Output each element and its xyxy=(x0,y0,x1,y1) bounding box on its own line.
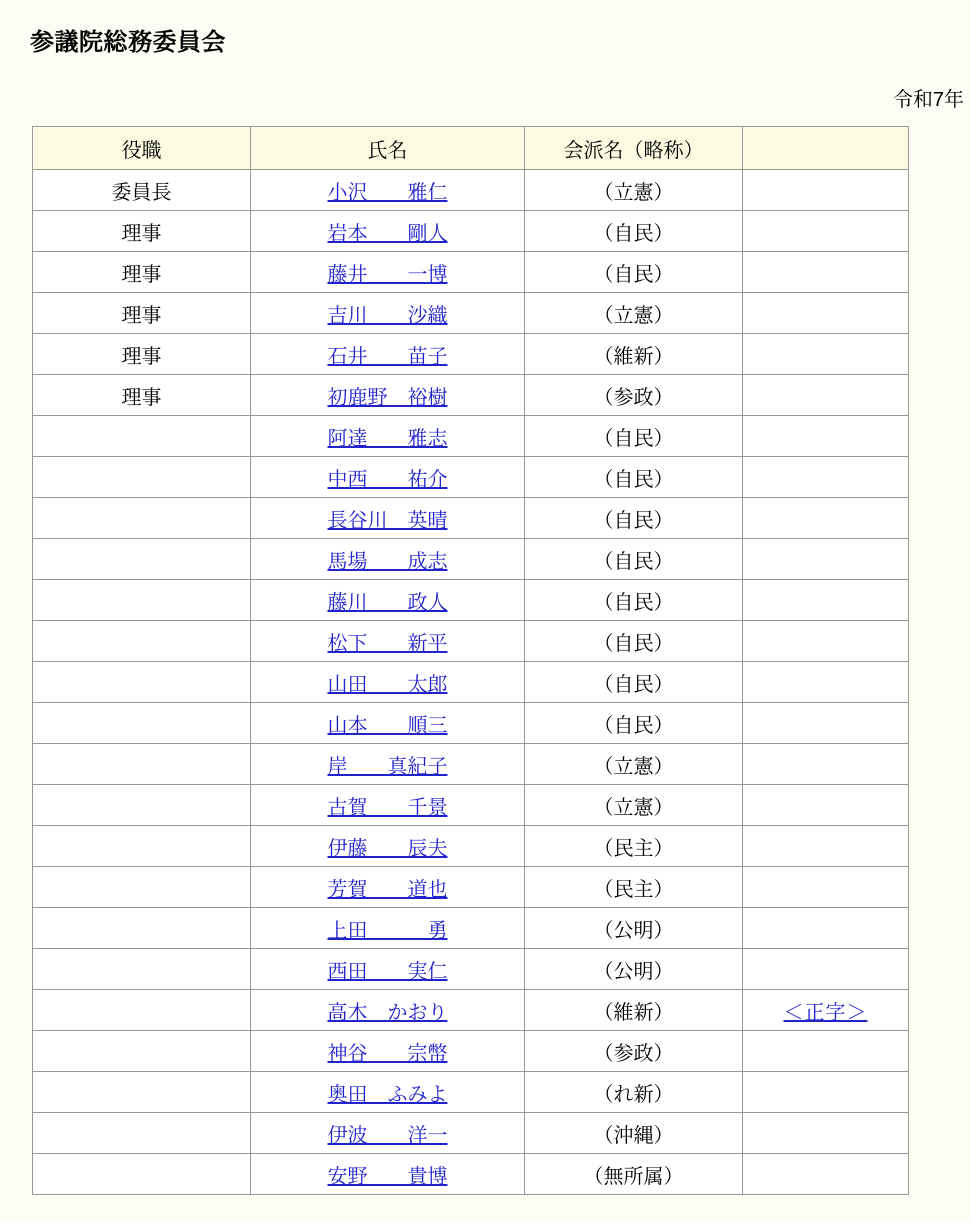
cell-name xyxy=(251,580,525,621)
table-row xyxy=(33,1031,909,1072)
table-row xyxy=(33,908,909,949)
cell-note xyxy=(743,457,909,498)
cell-post: 理事 xyxy=(33,375,251,416)
cell-note xyxy=(743,1031,909,1072)
member-name-link[interactable]: 神谷 宗幣 xyxy=(327,1042,448,1065)
cell-group: （自民） xyxy=(525,416,743,457)
cell-name xyxy=(251,252,525,293)
cell-post xyxy=(33,1072,251,1113)
member-name-link[interactable]: 中西 祐介 xyxy=(327,468,448,491)
cell-name xyxy=(251,498,525,539)
table-row xyxy=(33,826,909,867)
cell-post xyxy=(33,1031,251,1072)
cell-post xyxy=(33,990,251,1031)
table-header-row xyxy=(33,127,909,170)
cell-post: 委員長 xyxy=(33,170,251,211)
cell-note xyxy=(743,416,909,457)
table-row xyxy=(33,457,909,498)
member-name-link[interactable]: 石井 苗子 xyxy=(327,345,448,368)
cell-note xyxy=(743,990,909,1031)
committee-member-table xyxy=(32,126,909,1195)
cell-group: （参政） xyxy=(525,1031,743,1072)
document-page xyxy=(0,22,970,1195)
cell-name xyxy=(251,293,525,334)
member-name-link[interactable]: 阿達 雅志 xyxy=(327,427,448,450)
cell-name xyxy=(251,1113,525,1154)
cell-note xyxy=(743,949,909,990)
cell-post xyxy=(33,867,251,908)
page-title: 参議院総務委員会 xyxy=(30,29,226,56)
table-row xyxy=(33,498,909,539)
cell-group: （立憲） xyxy=(525,744,743,785)
cell-name xyxy=(251,908,525,949)
cell-note xyxy=(743,170,909,211)
table-row xyxy=(33,375,909,416)
cell-post xyxy=(33,539,251,580)
cell-name xyxy=(251,375,525,416)
cell-group: （自民） xyxy=(525,580,743,621)
cell-name xyxy=(251,949,525,990)
cell-group: （民主） xyxy=(525,867,743,908)
table-row xyxy=(33,170,909,211)
cell-name xyxy=(251,662,525,703)
table-row xyxy=(33,1113,909,1154)
cell-name xyxy=(251,416,525,457)
table-row xyxy=(33,416,909,457)
cell-group: （自民） xyxy=(525,539,743,580)
table-row xyxy=(33,252,909,293)
cell-post xyxy=(33,826,251,867)
cell-post xyxy=(33,416,251,457)
cell-group: （自民） xyxy=(525,662,743,703)
table-row xyxy=(33,1154,909,1195)
member-name-link[interactable]: 西田 実仁 xyxy=(327,960,448,983)
table-body xyxy=(33,170,909,1195)
member-name-link[interactable]: 吉川 沙織 xyxy=(327,304,448,327)
table-row xyxy=(33,621,909,662)
cell-name xyxy=(251,1154,525,1195)
member-name-link[interactable]: 高木 かおり xyxy=(327,1001,448,1024)
cell-post xyxy=(33,621,251,662)
cell-post xyxy=(33,703,251,744)
cell-name xyxy=(251,539,525,580)
cell-post xyxy=(33,908,251,949)
cell-group: （自民） xyxy=(525,703,743,744)
column-header-post: 役職 xyxy=(33,127,251,170)
table-row xyxy=(33,785,909,826)
cell-note xyxy=(743,252,909,293)
cell-post xyxy=(33,949,251,990)
cell-group: （参政） xyxy=(525,375,743,416)
table-row xyxy=(33,949,909,990)
cell-name xyxy=(251,744,525,785)
cell-note xyxy=(743,211,909,252)
cell-note xyxy=(743,826,909,867)
cell-post xyxy=(33,580,251,621)
member-name-link[interactable]: 長谷川 英晴 xyxy=(327,509,448,532)
note-link[interactable]: ＜正字＞ xyxy=(783,1001,868,1024)
table-row xyxy=(33,744,909,785)
member-name-link[interactable]: 奥田 ふみよ xyxy=(327,1083,448,1106)
member-name-link[interactable]: 上田 勇 xyxy=(327,919,448,942)
cell-note xyxy=(743,375,909,416)
cell-note xyxy=(743,1113,909,1154)
member-name-link[interactable]: 岸 真紀子 xyxy=(327,755,448,778)
table-row xyxy=(33,703,909,744)
cell-note xyxy=(743,1072,909,1113)
cell-group: （自民） xyxy=(525,457,743,498)
member-name-link[interactable]: 藤川 政人 xyxy=(327,591,448,614)
column-header-name: 氏名 xyxy=(251,127,525,170)
cell-note xyxy=(743,539,909,580)
table-row xyxy=(33,1072,909,1113)
cell-post xyxy=(33,457,251,498)
cell-note xyxy=(743,908,909,949)
cell-name xyxy=(251,457,525,498)
member-name-link[interactable]: 芳賀 道也 xyxy=(327,878,448,901)
cell-note xyxy=(743,498,909,539)
cell-post xyxy=(33,1113,251,1154)
cell-note xyxy=(743,1154,909,1195)
cell-name xyxy=(251,867,525,908)
member-name-link[interactable]: 安野 貴博 xyxy=(327,1165,448,1188)
cell-group: （無所属） xyxy=(525,1154,743,1195)
cell-name xyxy=(251,1031,525,1072)
member-name-link[interactable]: 馬場 成志 xyxy=(327,550,448,573)
cell-group: （自民） xyxy=(525,498,743,539)
cell-group: （公明） xyxy=(525,949,743,990)
cell-group: （民主） xyxy=(525,826,743,867)
cell-name xyxy=(251,170,525,211)
cell-name xyxy=(251,703,525,744)
cell-group: （立憲） xyxy=(525,293,743,334)
member-name-link[interactable]: 山本 順三 xyxy=(327,714,448,737)
member-name-link[interactable]: 松下 新平 xyxy=(327,632,448,655)
cell-post xyxy=(33,785,251,826)
member-name-link[interactable]: 小沢 雅仁 xyxy=(327,181,448,204)
cell-name xyxy=(251,785,525,826)
cell-name xyxy=(251,621,525,662)
column-header-note xyxy=(743,127,909,170)
member-name-link[interactable]: 古賀 千景 xyxy=(327,796,448,819)
cell-group: （立憲） xyxy=(525,170,743,211)
cell-note xyxy=(743,703,909,744)
cell-name xyxy=(251,334,525,375)
cell-post: 理事 xyxy=(33,252,251,293)
cell-note xyxy=(743,744,909,785)
table-row xyxy=(33,334,909,375)
table-row xyxy=(33,580,909,621)
cell-post: 理事 xyxy=(33,211,251,252)
member-name-link[interactable]: 初鹿野 裕樹 xyxy=(327,386,448,409)
table-row xyxy=(33,990,909,1031)
date-label: 令和7年 xyxy=(892,89,964,111)
member-name-link[interactable]: 山田 太郎 xyxy=(327,673,448,696)
cell-post xyxy=(33,1154,251,1195)
cell-note xyxy=(743,334,909,375)
cell-post: 理事 xyxy=(33,293,251,334)
member-name-link[interactable]: 藤井 一博 xyxy=(327,263,448,286)
cell-note xyxy=(743,867,909,908)
cell-note xyxy=(743,293,909,334)
cell-name xyxy=(251,826,525,867)
cell-note xyxy=(743,785,909,826)
table-row xyxy=(33,293,909,334)
cell-group: （れ新） xyxy=(525,1072,743,1113)
cell-group: （自民） xyxy=(525,621,743,662)
member-name-link[interactable]: 伊波 洋一 xyxy=(327,1124,448,1147)
cell-group: （立憲） xyxy=(525,785,743,826)
cell-group: （自民） xyxy=(525,252,743,293)
cell-post: 理事 xyxy=(33,334,251,375)
column-header-group: 会派名（略称） xyxy=(525,127,743,170)
cell-post xyxy=(33,662,251,703)
table-row xyxy=(33,539,909,580)
table-row xyxy=(33,211,909,252)
cell-name xyxy=(251,1072,525,1113)
cell-group: （維新） xyxy=(525,990,743,1031)
cell-group: （維新） xyxy=(525,334,743,375)
cell-note xyxy=(743,580,909,621)
cell-post xyxy=(33,744,251,785)
cell-note xyxy=(743,662,909,703)
cell-group: （自民） xyxy=(525,211,743,252)
table-row xyxy=(33,867,909,908)
cell-group: （沖縄） xyxy=(525,1113,743,1154)
cell-group: （公明） xyxy=(525,908,743,949)
cell-note xyxy=(743,621,909,662)
cell-name xyxy=(251,990,525,1031)
member-name-link[interactable]: 伊藤 辰夫 xyxy=(327,837,448,860)
cell-name xyxy=(251,211,525,252)
table-row xyxy=(33,662,909,703)
cell-post xyxy=(33,498,251,539)
member-name-link[interactable]: 岩本 剛人 xyxy=(327,222,448,245)
